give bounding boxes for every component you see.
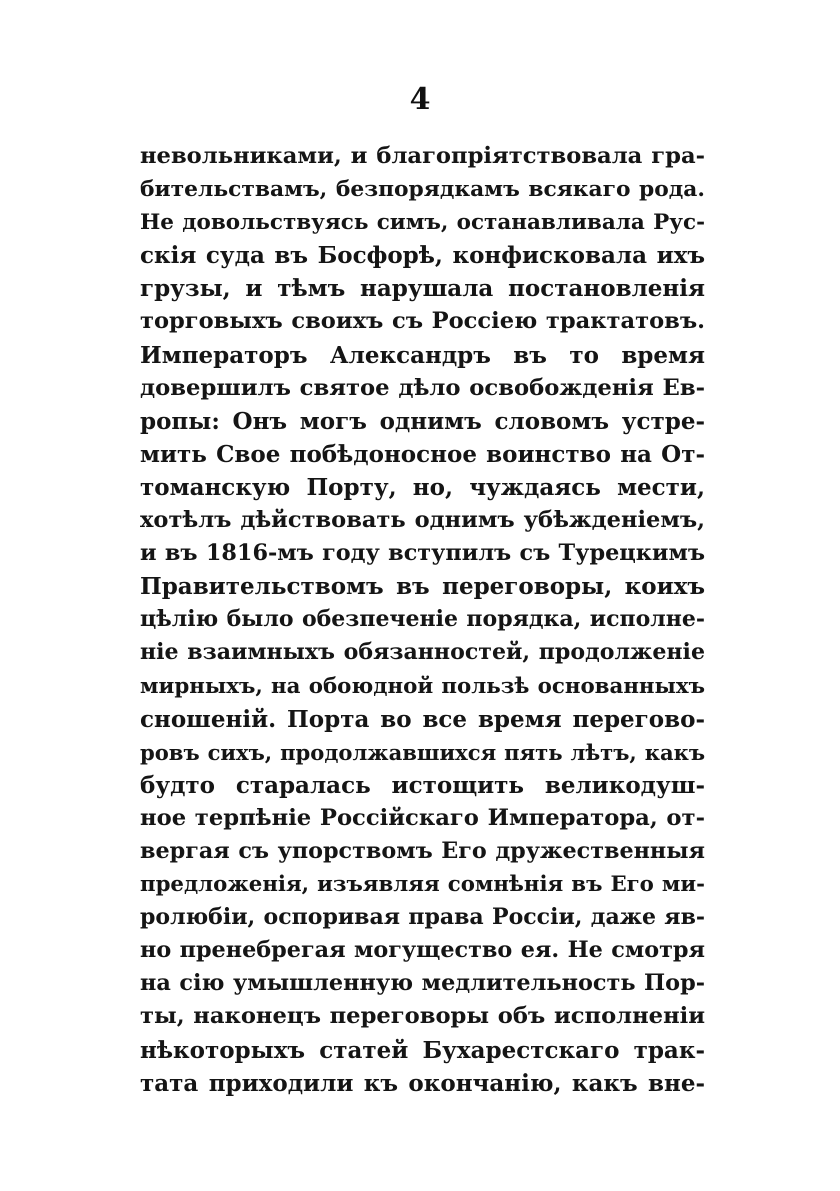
text-line: будто старалась истощить великодуш- [140, 771, 705, 799]
text-line: ропы: Онъ могъ однимъ словомъ устре- [140, 407, 705, 435]
text-line: томанскую Порту, но, чуждаясь мести, [140, 473, 705, 501]
text-line: и въ 1816-мъ году вступилъ съ Турецкимъ [140, 540, 705, 567]
text-line: Императоръ Александръ въ то время [140, 341, 705, 369]
text-line: бительствамъ, безпорядкамъ всякаго рода. [140, 177, 705, 203]
text-line: ное терпѣніе Россійскаго Императора, от- [140, 804, 705, 831]
text-line: сношеній. Порта во все время перегово- [140, 705, 705, 733]
text-line: мить Свое побѣдоносное воинство на От- [140, 440, 705, 468]
text-line: мирныхъ, на обоюдной пользѣ основанныхъ [140, 673, 705, 699]
text-line: но пренебрегая могущество ея. Не смотря [140, 937, 705, 964]
text-line: Не довольствуясь симъ, останавливала Рус- [140, 210, 705, 236]
text-line: ролюбіи, оспоривая права Россіи, даже яв- [140, 904, 705, 931]
text-line: на сію умышленную медлительность Пор- [140, 970, 705, 997]
text-line: торговыхъ своихъ съ Россіею трактатовъ. [140, 308, 705, 335]
text-line: вергая съ упорствомъ Его дружественныя [140, 837, 705, 864]
text-line: ніе взаимныхъ обязанностей, продолженіе [140, 639, 705, 666]
body-text [140, 140, 705, 1100]
text-line: довершилъ святое дѣло освобожденія Ев- [140, 374, 705, 401]
page-number: 4 [409, 82, 431, 117]
text-line: предложенія, изъявляя сомнѣнія въ Его ми- [140, 872, 705, 898]
text-line: Правительствомъ въ переговоры, коихъ [140, 573, 705, 601]
text-line: ровъ сихъ, продолжавшихся пять лѣтъ, какъ [140, 739, 705, 765]
text-line: хотѣлъ дѣйствовать однимъ убѣжденіемъ, [140, 507, 705, 534]
text-line: тата приходили къ окончанію, какъ вне- [140, 1069, 705, 1097]
text-line: невольниками, и благопріятствовала гра- [140, 143, 705, 169]
text-line: цѣлію было обезпеченіе порядка, исполне- [140, 606, 705, 633]
text-line: скія суда въ Босфорѣ, конфисковала ихъ [140, 242, 705, 270]
text-line: нѣкоторыхъ статей Бухарестскаго трак- [140, 1036, 705, 1064]
text-line: грузы, и тѣмъ нарушала постановленія [140, 275, 705, 303]
text-line: ты, наконецъ переговоры объ исполненіи [140, 1003, 705, 1030]
